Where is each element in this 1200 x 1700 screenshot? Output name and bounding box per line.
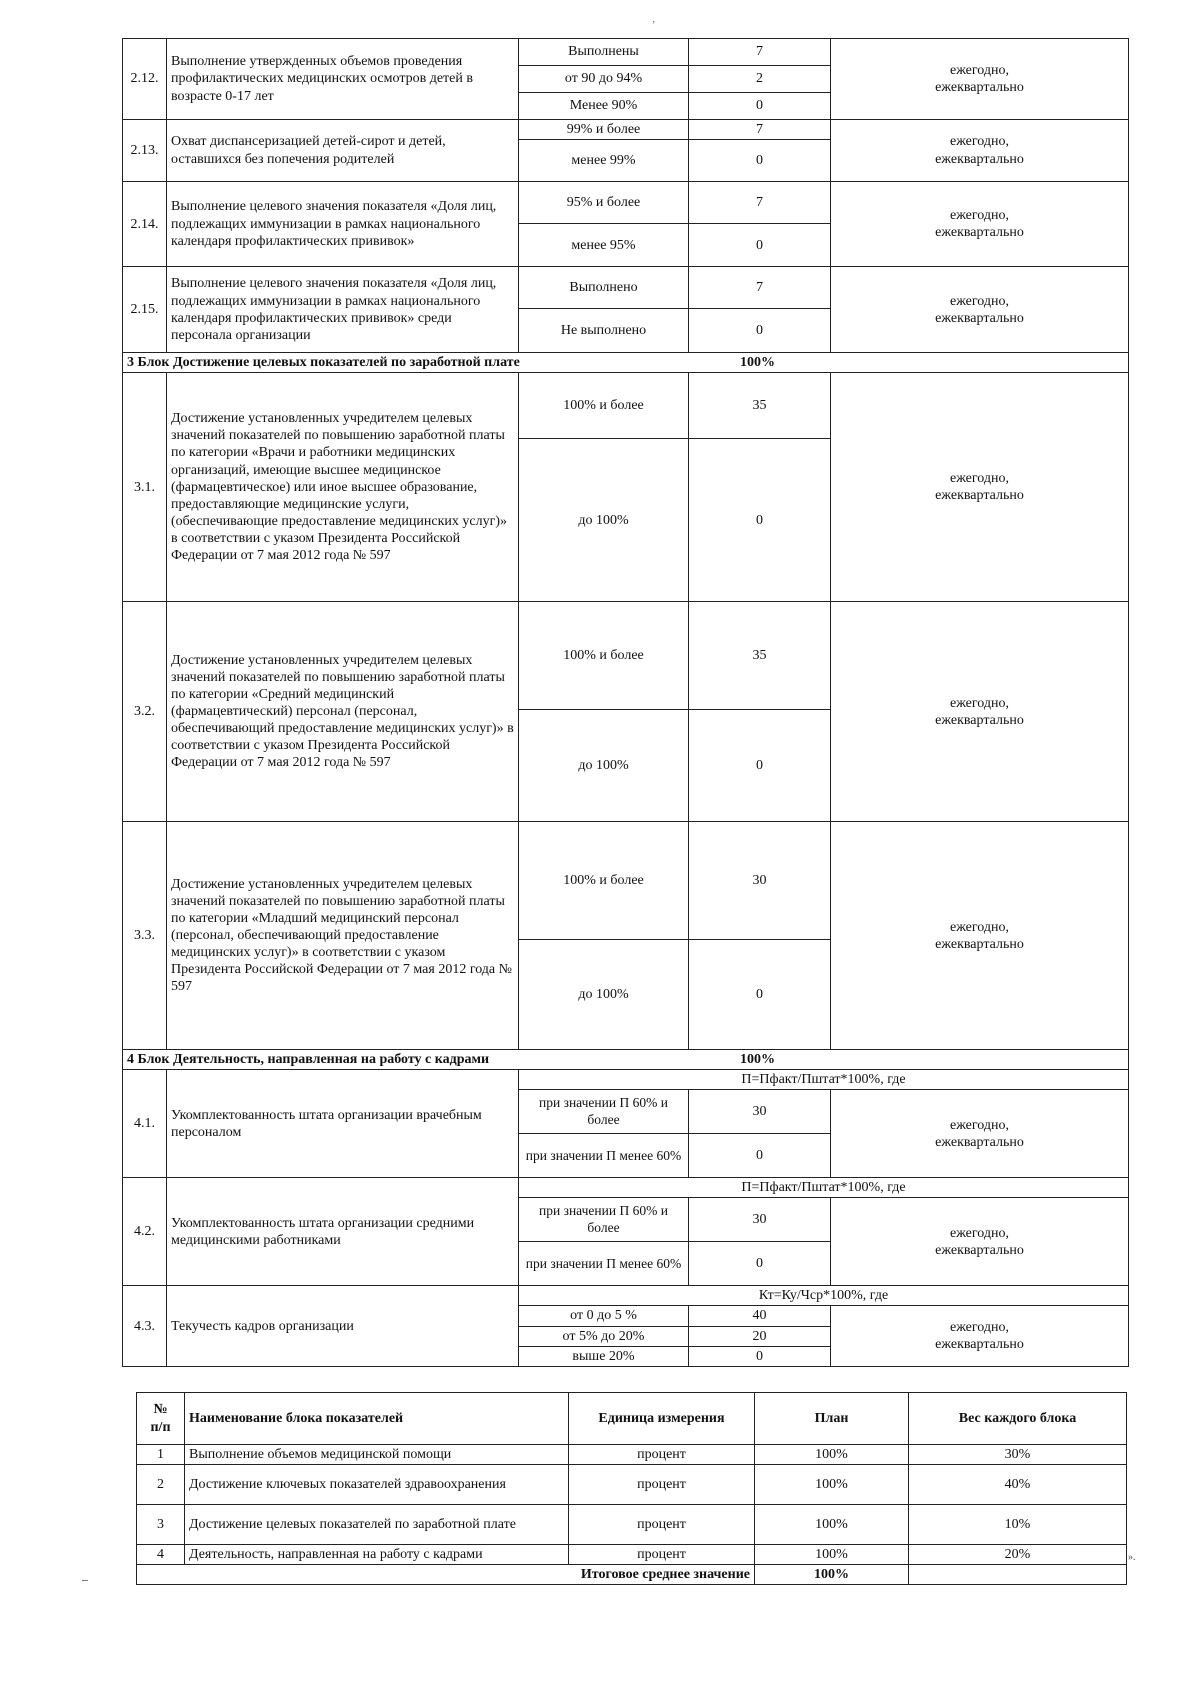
- summary-row: [137, 1465, 1127, 1505]
- score-value: 0: [689, 309, 831, 353]
- formula: П=Пфакт/Пштат*100%, где: [519, 1178, 1129, 1198]
- table-row: [123, 602, 1129, 710]
- score-value: 0: [689, 940, 831, 1050]
- score-value: 0: [689, 224, 831, 267]
- condition-label: 95% и более: [519, 182, 689, 224]
- condition-label: Не выполнено: [519, 309, 689, 353]
- condition-label: при значении П менее 60%: [519, 1242, 689, 1286]
- summary-number: 4: [137, 1545, 185, 1565]
- summary-unit: процент: [569, 1545, 755, 1565]
- score-value: 0: [689, 1242, 831, 1286]
- condition-label: 100% и более: [519, 602, 689, 710]
- summary-weight: 30%: [909, 1445, 1127, 1465]
- score-value: 35: [689, 373, 831, 439]
- header-plan: План: [755, 1393, 909, 1445]
- row-number: 2.13.: [123, 120, 167, 182]
- frequency: ежегодно, ежеквартально: [831, 373, 1129, 602]
- table-row: [123, 373, 1129, 439]
- indicator-description: Текучесть кадров организации: [167, 1286, 519, 1366]
- block-4-empty: [831, 1050, 1129, 1070]
- frequency: ежегодно, ежеквартально: [831, 120, 1129, 182]
- indicators-table: [122, 38, 1129, 1367]
- header-weight: Вес каждого блока: [909, 1393, 1127, 1445]
- condition-label: от 0 до 5 %: [519, 1306, 689, 1326]
- summary-block-name: Достижение целевых показателей по заработной плате: [185, 1505, 569, 1545]
- frequency: ежегодно, ежеквартально: [831, 267, 1129, 353]
- score-value: 40: [689, 1306, 831, 1326]
- table-row: [123, 120, 1129, 140]
- block-4-title: 4 Блок Деятельность, направленная на работу с кадрами: [123, 1050, 689, 1070]
- condition-label: Выполнены: [519, 39, 689, 66]
- indicator-description: Достижение установленных учредителем целевых значений показателей по повышению заработной платы по категории «Средний медицинский (фармацевтический) персонал (персонал, обеспечивающий предоставление медицинских услуг)» в соответствии с указом Президента Российской Федерации от 7 мая 2012 года № 597: [167, 602, 519, 822]
- score-value: 35: [689, 602, 831, 710]
- page-side-mark: ».: [1128, 1552, 1136, 1563]
- summary-row: [137, 1545, 1127, 1565]
- header-number: № п/п: [137, 1393, 185, 1445]
- total-label: Итоговое среднее значение: [137, 1565, 755, 1585]
- row-number: 3.3.: [123, 822, 167, 1050]
- total-value: 100%: [755, 1565, 909, 1585]
- summary-plan: 100%: [755, 1545, 909, 1565]
- header-unit: Единица измерения: [569, 1393, 755, 1445]
- score-value: 7: [689, 120, 831, 140]
- row-number: 2.12.: [123, 39, 167, 120]
- summary-weight: 10%: [909, 1505, 1127, 1545]
- summary-unit: процент: [569, 1445, 755, 1465]
- summary-block-name: Деятельность, направленная на работу с кадрами: [185, 1545, 569, 1565]
- summary-plan: 100%: [755, 1505, 909, 1545]
- condition-label: 100% и более: [519, 373, 689, 439]
- score-value: 0: [689, 93, 831, 120]
- frequency: ежегодно, ежеквартально: [831, 182, 1129, 267]
- formula: П=Пфакт/Пштат*100%, где: [519, 1070, 1129, 1090]
- condition-label: при значении П 60% и более: [519, 1198, 689, 1242]
- condition-label: Выполнено: [519, 267, 689, 309]
- block-4-percent: 100%: [689, 1050, 831, 1070]
- frequency: ежегодно, ежеквартально: [831, 1198, 1129, 1286]
- condition-label: до 100%: [519, 439, 689, 602]
- indicator-description: Укомплектованность штата организации врачебным персоналом: [167, 1070, 519, 1178]
- condition-label: менее 95%: [519, 224, 689, 267]
- table-row: [123, 39, 1129, 66]
- summary-header-row: [137, 1393, 1127, 1445]
- condition-label: 100% и более: [519, 822, 689, 940]
- score-value: 0: [689, 1346, 831, 1366]
- header-block-name: Наименование блока показателей: [185, 1393, 569, 1445]
- condition-label: от 90 до 94%: [519, 66, 689, 93]
- condition-label: выше 20%: [519, 1346, 689, 1366]
- score-value: 2: [689, 66, 831, 93]
- summary-number: 2: [137, 1465, 185, 1505]
- condition-label: Менее 90%: [519, 93, 689, 120]
- score-value: 7: [689, 182, 831, 224]
- summary-number: 1: [137, 1445, 185, 1465]
- score-value: 0: [689, 439, 831, 602]
- condition-label: при значении П 60% и более: [519, 1090, 689, 1134]
- score-value: 0: [689, 710, 831, 822]
- summary-total-row: [137, 1565, 1127, 1585]
- table-row: [123, 1286, 1129, 1306]
- table-row: [123, 267, 1129, 309]
- row-number: 3.1.: [123, 373, 167, 602]
- summary-block-name: Достижение ключевых показателей здравоохранения: [185, 1465, 569, 1505]
- indicator-description: Выполнение утвержденных объемов проведения профилактических медицинских осмотров детей в возрасте 0-17 лет: [167, 39, 519, 120]
- indicator-description: Достижение установленных учредителем целевых значений показателей по повышению заработной платы по категории «Врачи и работники медицинских организаций, имеющие высшее медицинское (фармацевтическое) или иное высшее образование, предоставляющие медицинские услуги, (обеспечивающие предоставление медицинских услуг)» в соответствии с указом Президента Российской Федерации от 7 мая 2012 года № 597: [167, 373, 519, 602]
- summary-weight: 20%: [909, 1545, 1127, 1565]
- block-3-percent: 100%: [689, 353, 831, 373]
- score-value: 30: [689, 1198, 831, 1242]
- frequency: ежегодно, ежеквартально: [831, 602, 1129, 822]
- indicator-description: Охват диспансеризацией детей-сирот и детей, оставшихся без попечения родителей: [167, 120, 519, 182]
- summary-plan: 100%: [755, 1445, 909, 1465]
- indicator-description: Укомплектованность штата организации средними медицинскими работниками: [167, 1178, 519, 1286]
- score-value: 7: [689, 39, 831, 66]
- score-value: 30: [689, 822, 831, 940]
- summary-row: [137, 1505, 1127, 1545]
- indicator-description: Выполнение целевого значения показателя «Доля лиц, подлежащих иммунизации в рамках национального календаря профилактических прививок»: [167, 182, 519, 267]
- row-number: 4.2.: [123, 1178, 167, 1286]
- block-3-title: 3 Блок Достижение целевых показателей по заработной плате: [123, 353, 689, 373]
- indicator-description: Выполнение целевого значения показателя «Доля лиц, подлежащих иммунизации в рамках национального календаря профилактических прививок» среди персонала организации: [167, 267, 519, 353]
- condition-label: 99% и более: [519, 120, 689, 140]
- row-number: 3.2.: [123, 602, 167, 822]
- margin-dash: [82, 1580, 88, 1581]
- score-value: 0: [689, 140, 831, 182]
- block-header-row: [123, 1050, 1129, 1070]
- summary-unit: процент: [569, 1465, 755, 1505]
- row-number: 4.1.: [123, 1070, 167, 1178]
- score-value: 0: [689, 1134, 831, 1178]
- row-number: 2.15.: [123, 267, 167, 353]
- summary-unit: процент: [569, 1505, 755, 1545]
- score-value: 20: [689, 1326, 831, 1346]
- score-value: 30: [689, 1090, 831, 1134]
- page-top-mark: ‚: [652, 14, 656, 25]
- condition-label: от 5% до 20%: [519, 1326, 689, 1346]
- frequency: ежегодно, ежеквартально: [831, 1090, 1129, 1178]
- row-number: 4.3.: [123, 1286, 167, 1366]
- frequency: ежегодно, ежеквартально: [831, 1306, 1129, 1366]
- summary-block-name: Выполнение объемов медицинской помощи: [185, 1445, 569, 1465]
- summary-weight: 40%: [909, 1465, 1127, 1505]
- formula: Кт=Ку/Чср*100%, где: [519, 1286, 1129, 1306]
- condition-label: менее 99%: [519, 140, 689, 182]
- frequency: ежегодно, ежеквартально: [831, 822, 1129, 1050]
- condition-label: при значении П менее 60%: [519, 1134, 689, 1178]
- frequency: ежегодно, ежеквартально: [831, 39, 1129, 120]
- row-number: 2.14.: [123, 182, 167, 267]
- table-row: [123, 182, 1129, 224]
- table-row: [123, 1178, 1129, 1198]
- block-3-empty: [831, 353, 1129, 373]
- summary-number: 3: [137, 1505, 185, 1545]
- block-header-row: [123, 353, 1129, 373]
- total-empty: [909, 1565, 1127, 1585]
- table-row: [123, 822, 1129, 940]
- summary-plan: 100%: [755, 1465, 909, 1505]
- summary-table: [136, 1392, 1127, 1585]
- score-value: 7: [689, 267, 831, 309]
- table-row: [123, 1070, 1129, 1090]
- indicator-description: Достижение установленных учредителем целевых значений показателей по повышению заработной платы по категории «Младший медицинский персонал (персонал, обеспечивающий предоставление медицинских услуг)» в соответствии с указом Президента Российской Федерации от 7 мая 2012 года № 597: [167, 822, 519, 1050]
- condition-label: до 100%: [519, 710, 689, 822]
- summary-row: [137, 1445, 1127, 1465]
- condition-label: до 100%: [519, 940, 689, 1050]
